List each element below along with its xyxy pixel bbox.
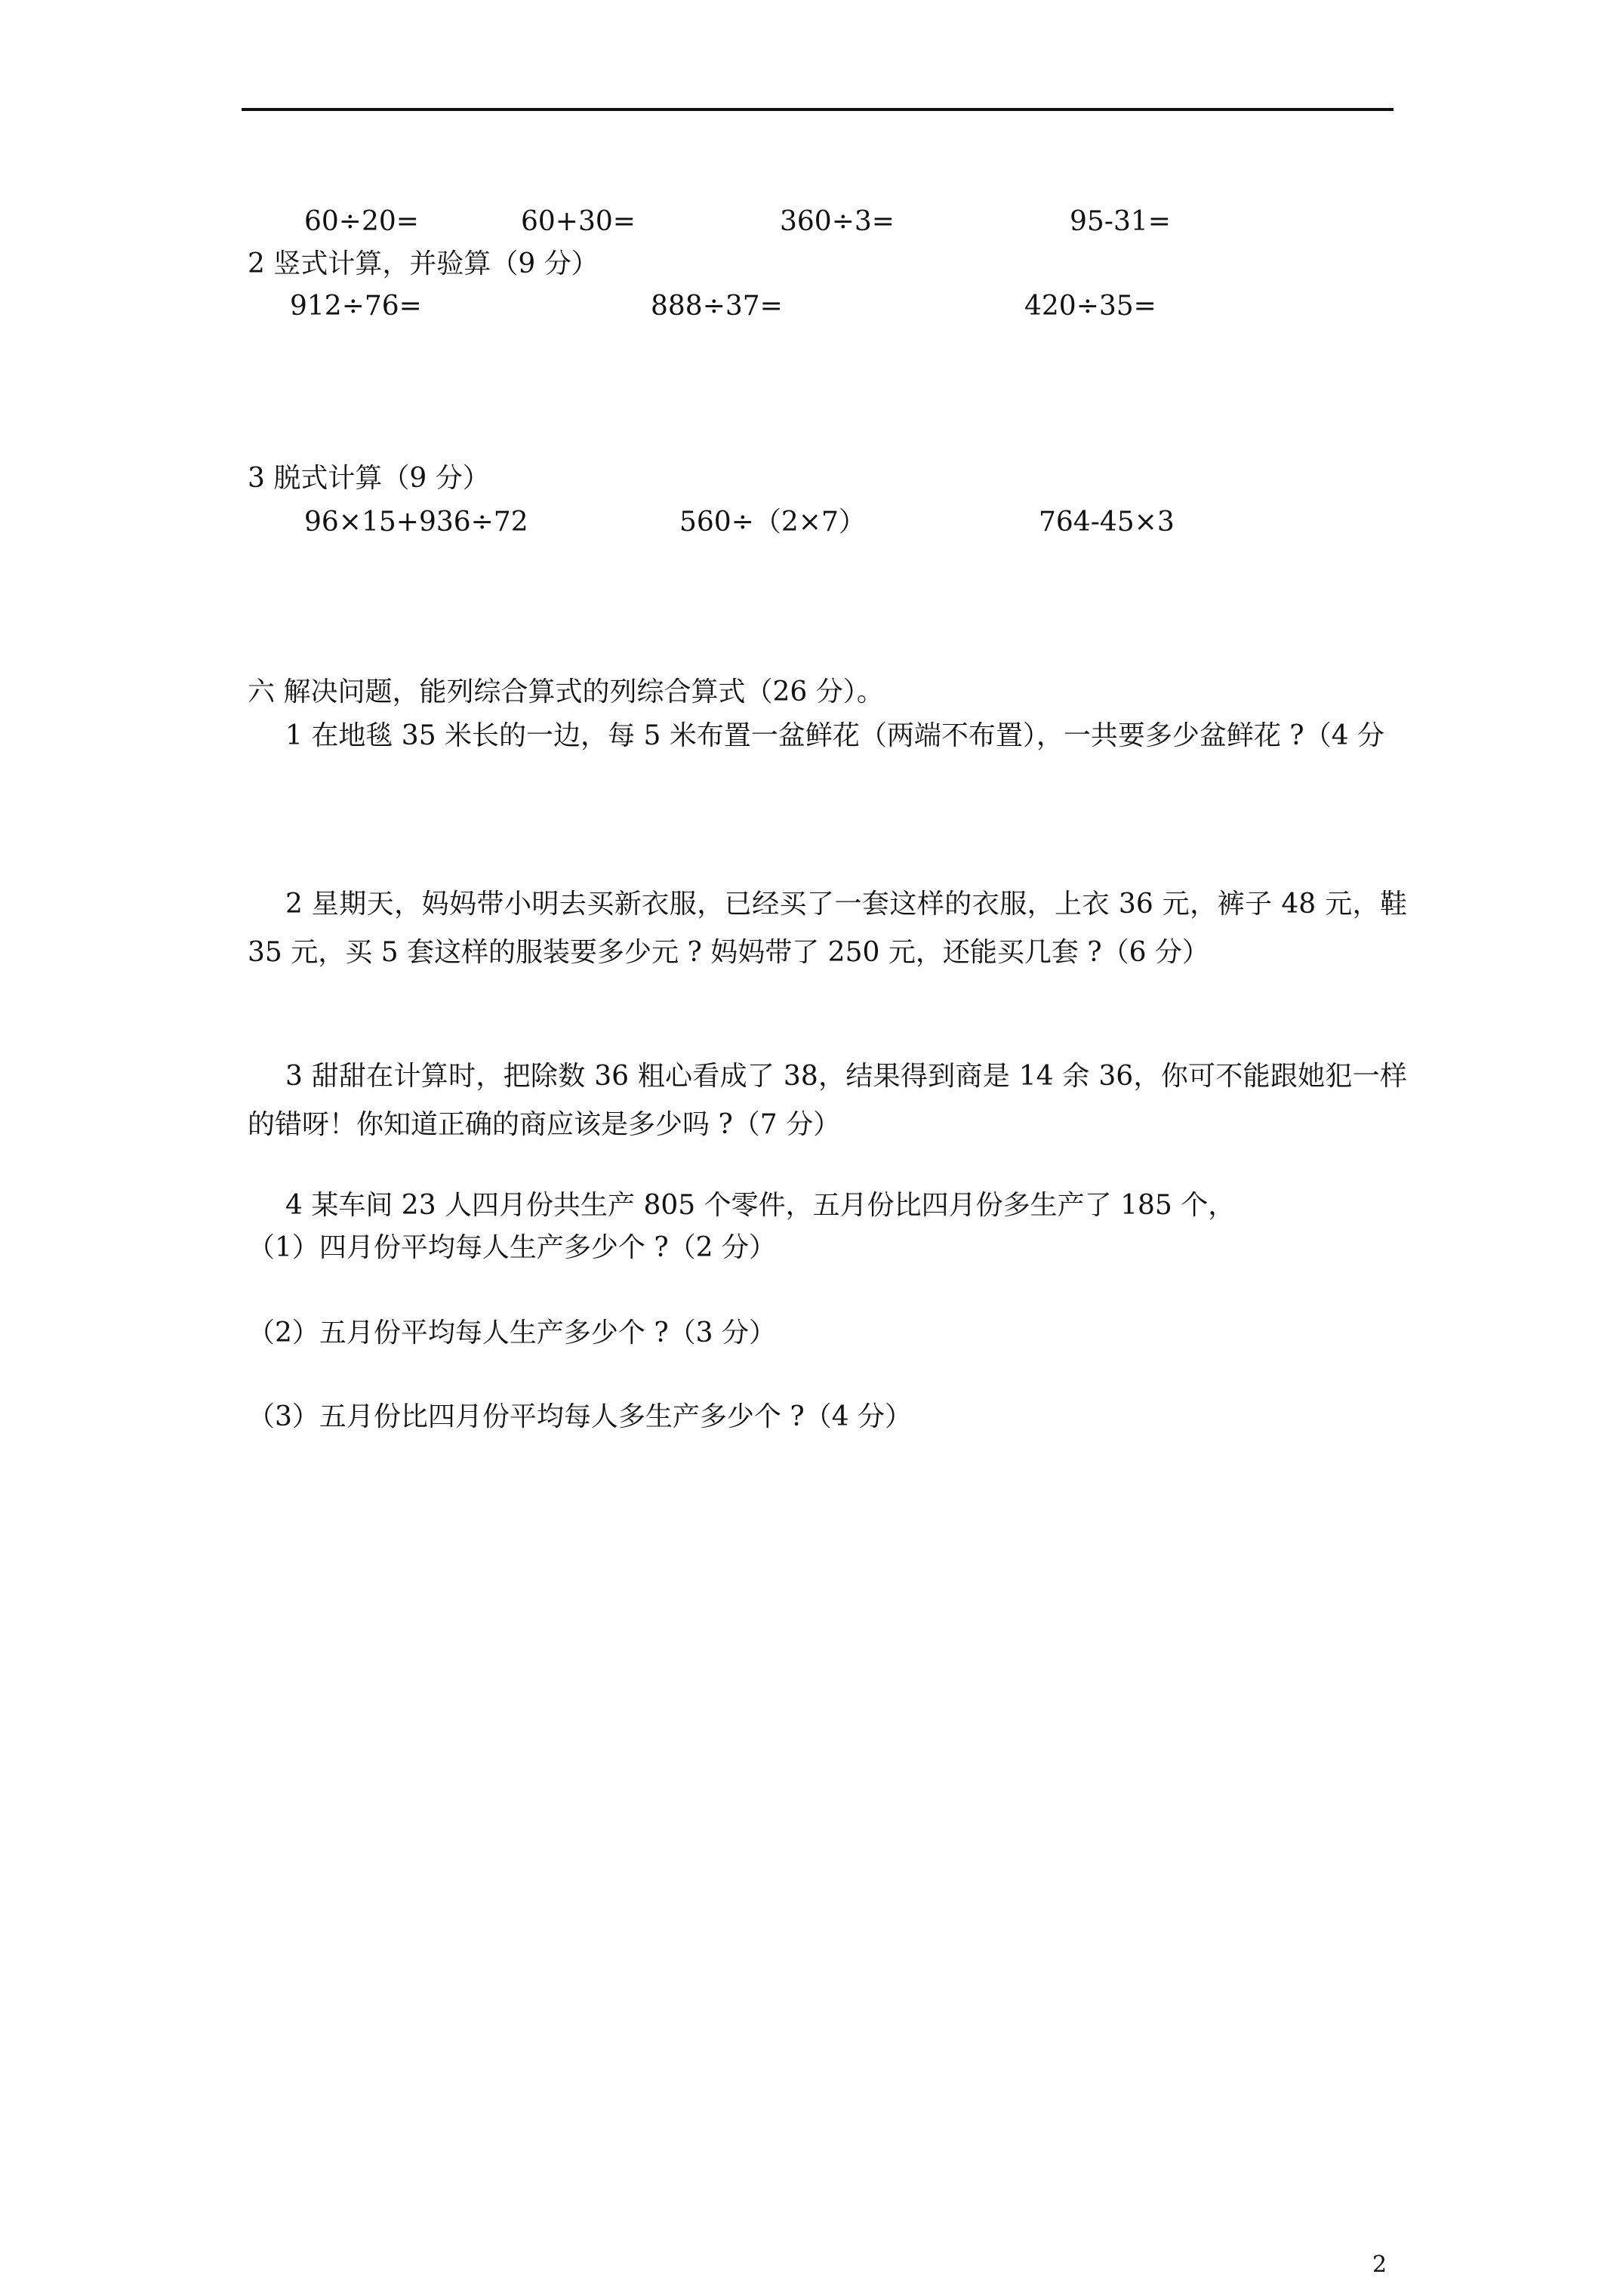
question-4-sub-3: （3）五月份比四月份平均每人多生产多少个 ?（4 分） bbox=[248, 1401, 912, 1432]
question-4-stem: 4 某车间 23 人四月份共生产 805 个零件，五月份比四月份多生产了 185 个， bbox=[285, 1190, 1236, 1221]
section-3-item-3: 764-45×3 bbox=[1039, 507, 1175, 538]
section-2-item-3: 420÷35= bbox=[1024, 291, 1156, 322]
question-4-sub-2: （2）五月份平均每人生产多少个 ?（3 分） bbox=[248, 1318, 776, 1348]
section-2-item-2: 888÷37= bbox=[651, 291, 783, 322]
question-3: 3 甜甜在计算时，把除数 36 粗心看成了 38，结果得到商是 14 余 36，你可不能跟她犯一样的错呀！你知道正确的商应该是多少吗 ?（7 分） bbox=[248, 1061, 1407, 1140]
oral-item-3: 360÷3= bbox=[780, 206, 895, 237]
oral-item-1: 60÷20= bbox=[304, 206, 419, 237]
question-2: 2 星期天，妈妈带小明去买新衣服，已经买了一套这样的衣服，上衣 36 元，裤子 48 元，鞋 35 元，买 5 套这样的服装要多少元 ? 妈妈带了 250 元，还能买几套 ?（6 分） bbox=[248, 889, 1407, 968]
header-rule bbox=[242, 108, 1394, 111]
oral-item-2: 60+30= bbox=[521, 206, 636, 237]
page-number: 2 bbox=[1372, 2251, 1387, 2278]
question-4-sub-1: （1）四月份平均每人生产多少个 ?（2 分） bbox=[248, 1232, 776, 1263]
section-2-title: 2 竖式计算，并验算（9 分） bbox=[248, 248, 599, 279]
oral-item-4: 95-31= bbox=[1070, 206, 1171, 237]
section-3-title: 3 脱式计算（9 分） bbox=[248, 463, 490, 494]
section-3-item-1: 96×15+936÷72 bbox=[304, 507, 528, 538]
section-2-item-1: 912÷76= bbox=[290, 291, 422, 322]
question-1: 1 在地毯 35 米长的一边，每 5 米布置一盆鲜花（两端不布置），一共要多少盆鲜花 ?（4 分 bbox=[285, 720, 1384, 751]
section-3-item-2: 560÷（2×7） bbox=[679, 507, 866, 538]
part-6-title: 六 解决问题，能列综合算式的列综合算式（26 分）。 bbox=[248, 676, 884, 707]
